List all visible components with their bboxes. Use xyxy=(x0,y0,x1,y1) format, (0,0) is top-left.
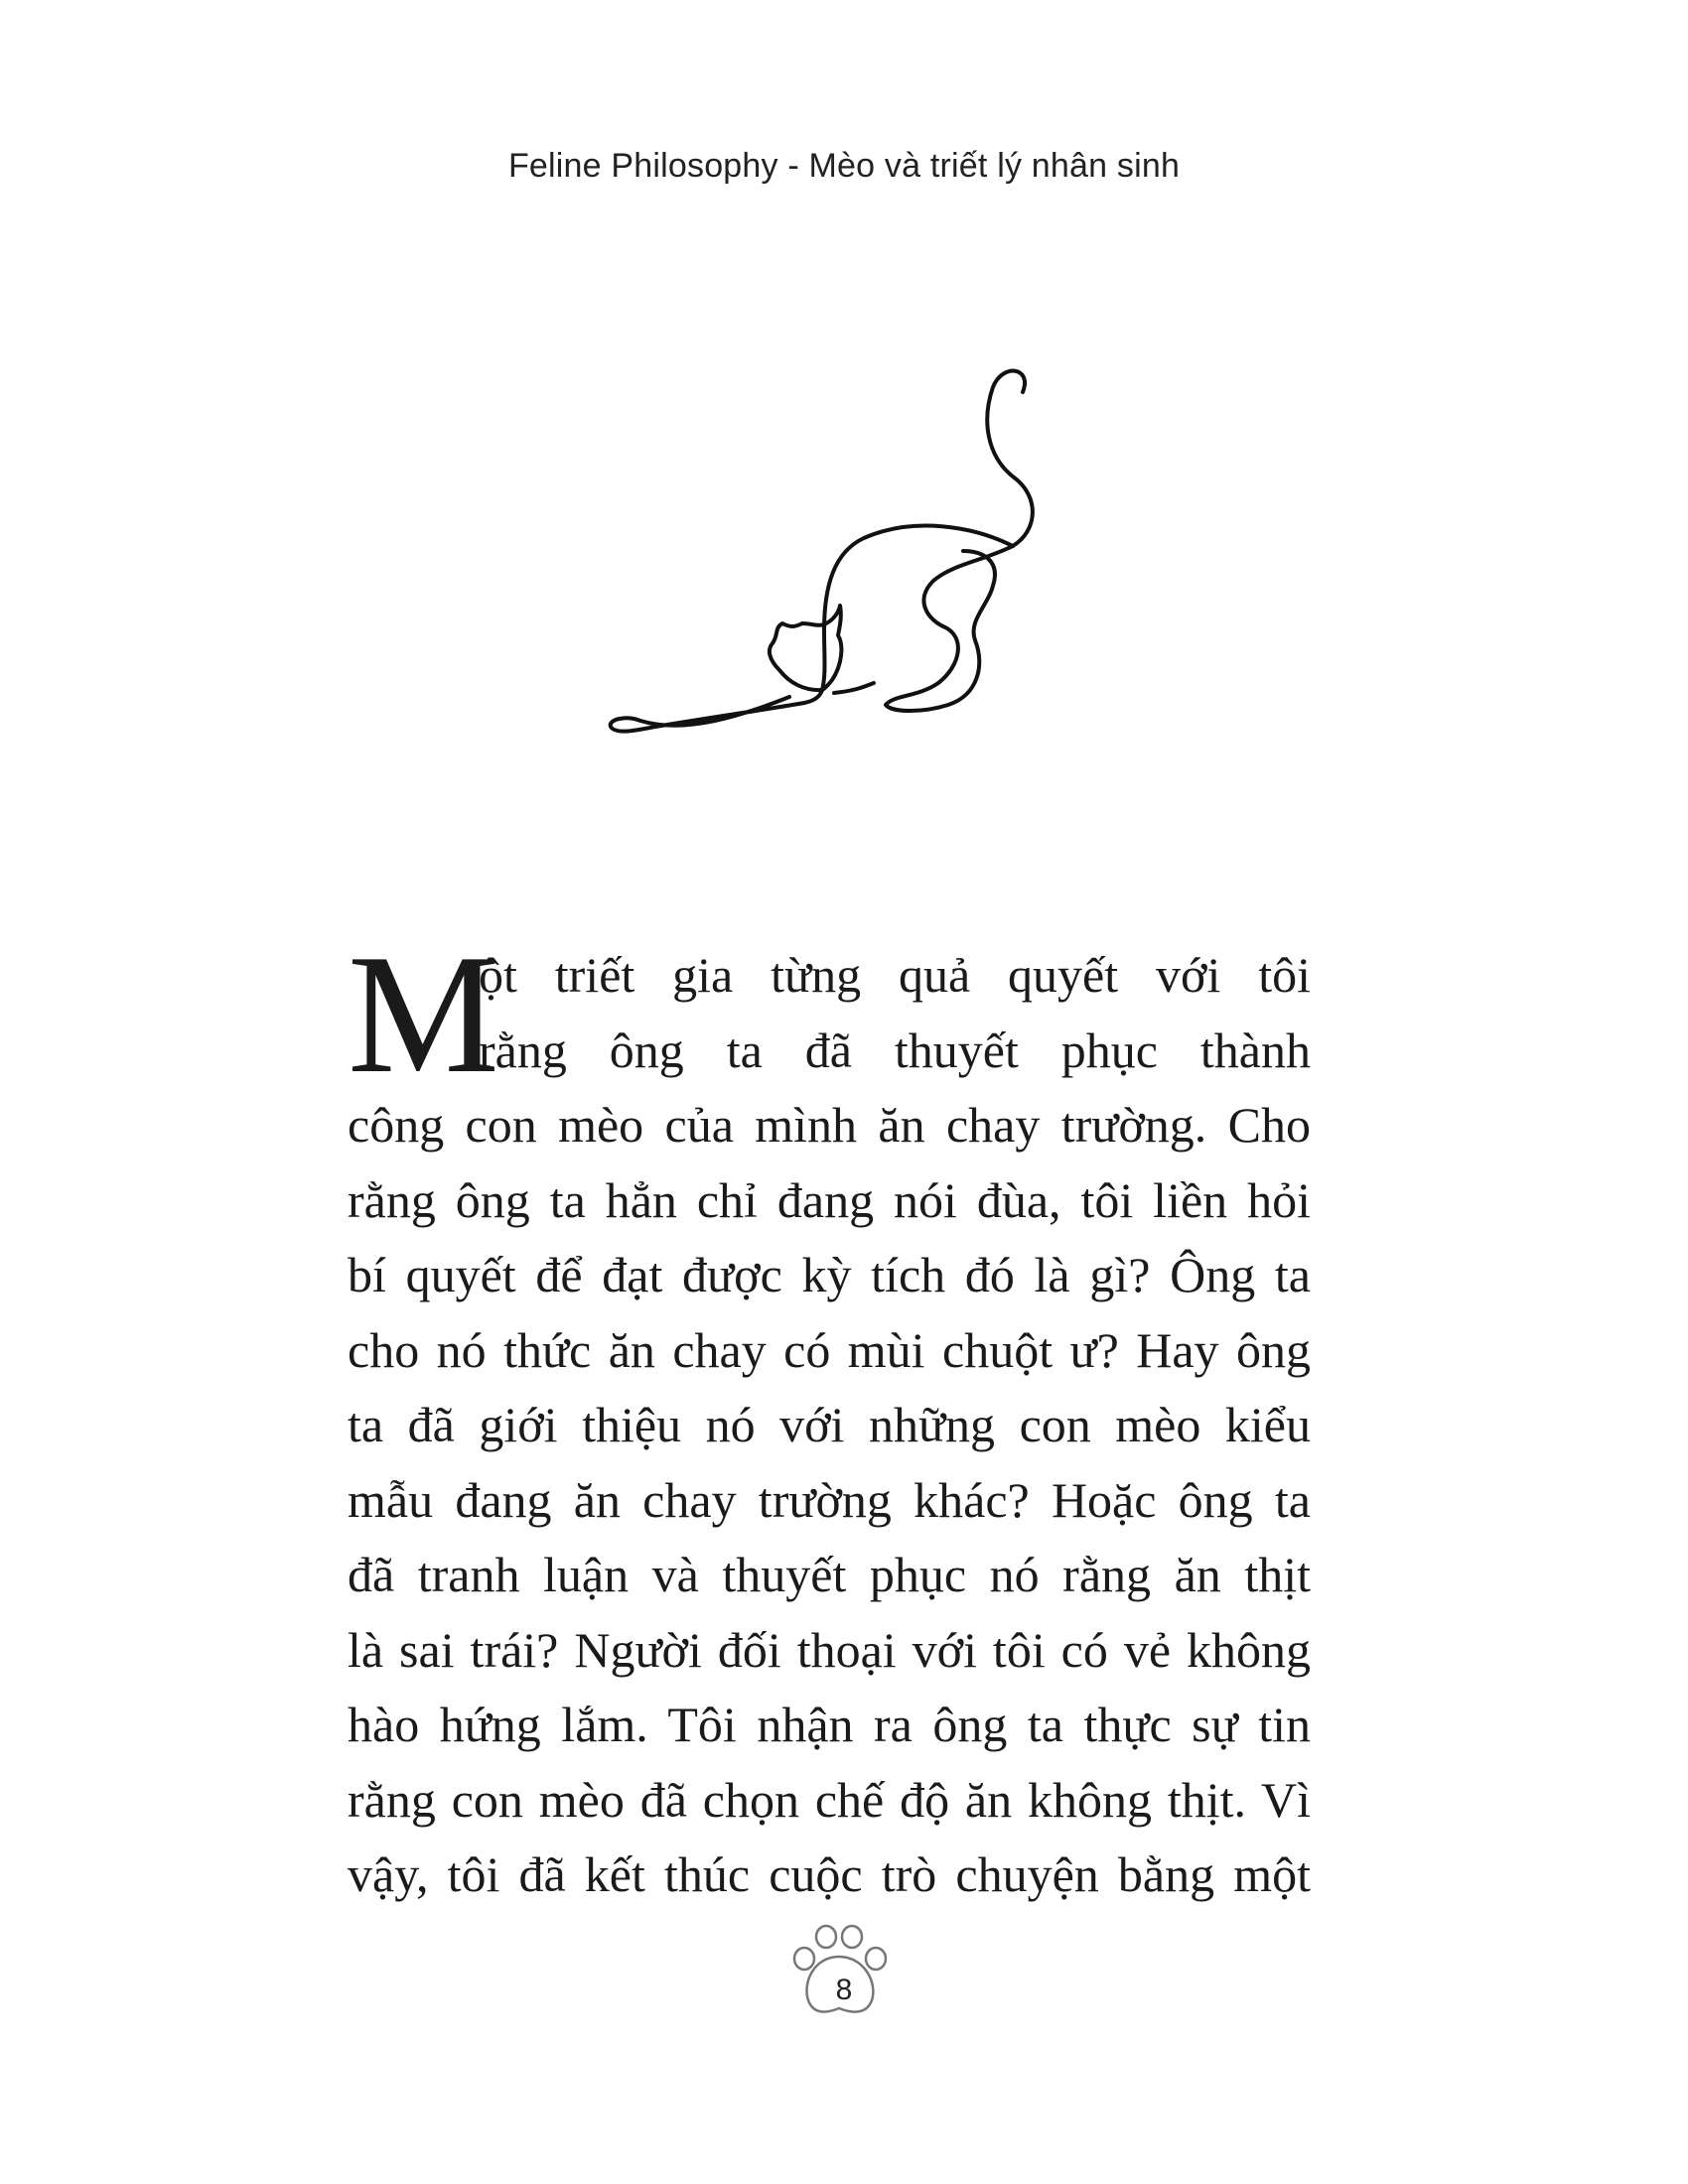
text-line: hào hứng lắm. Tôi nhận ra ông ta thực sự tin xyxy=(348,1697,1311,1752)
text-line: bí quyết để đạt được kỳ tích đó là gì? Ông ta xyxy=(348,1247,1311,1302)
text-line: là sai trái? Người đối thoại với tôi có vẻ không xyxy=(348,1621,1311,1678)
text-line: công con mèo của mình ăn chay trường. Cho xyxy=(348,1097,1311,1153)
text-line: rằng ông ta đã thuyết phục thành xyxy=(479,1022,1311,1078)
text-line: vậy, tôi đã kết thúc cuộc trò chuyện bằng một xyxy=(348,1846,1311,1902)
cat-line-drawing-icon xyxy=(596,367,1072,764)
text-line: đã tranh luận và thuyết phục nó rằng ăn thịt xyxy=(348,1547,1311,1602)
page-number: 8 xyxy=(835,1974,853,2006)
text-line: mẫu đang ăn chay trường khác? Hoặc ông ta xyxy=(348,1471,1311,1528)
running-header: Feline Philosophy - Mèo và triết lý nhân sinh xyxy=(507,147,1181,185)
text-line: ột triết gia từng quả quyết với tôi xyxy=(479,947,1311,1003)
text-line: rằng ông ta hẳn chỉ đang nói đùa, tôi liền hỏi xyxy=(348,1171,1311,1228)
body-text xyxy=(348,920,1311,1913)
text-line: ta đã giới thiệu nó với những con mèo kiểu xyxy=(348,1397,1311,1452)
text-line: rằng con mèo đã chọn chế độ ăn không thịt. Vì xyxy=(348,1771,1311,1828)
drop-cap: M xyxy=(348,920,499,1109)
text-line: cho nó thức ăn chay có mùi chuột ư? Hay ông xyxy=(348,1321,1311,1378)
